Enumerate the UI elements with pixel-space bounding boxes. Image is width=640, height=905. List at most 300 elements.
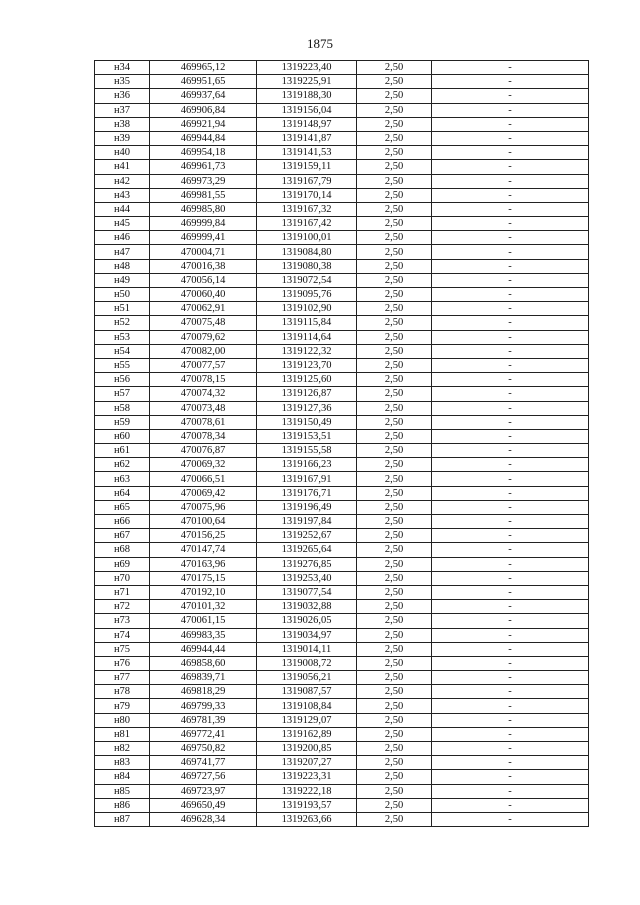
- table-row: [95, 685, 589, 699]
- y-coordinate-cell: 1319188,30: [257, 89, 357, 103]
- table-row: [95, 458, 589, 472]
- table-row: [95, 770, 589, 784]
- point-id-cell: н51: [95, 302, 150, 316]
- accuracy-cell: 2,50: [357, 288, 432, 302]
- note-cell: -: [432, 103, 589, 117]
- table-row: [95, 75, 589, 89]
- table-row: [95, 529, 589, 543]
- point-id-cell: н56: [95, 373, 150, 387]
- page-number: 1875: [307, 36, 333, 51]
- table-row: [95, 742, 589, 756]
- accuracy-cell: 2,50: [357, 89, 432, 103]
- table-row: [95, 259, 589, 273]
- x-coordinate-cell: 469906,84: [150, 103, 257, 117]
- note-cell: -: [432, 600, 589, 614]
- accuracy-cell: 2,50: [357, 75, 432, 89]
- accuracy-cell: 2,50: [357, 500, 432, 514]
- y-coordinate-cell: 1319084,80: [257, 245, 357, 259]
- table-row: [95, 316, 589, 330]
- point-id-cell: н59: [95, 415, 150, 429]
- point-id-cell: н73: [95, 614, 150, 628]
- accuracy-cell: 2,50: [357, 458, 432, 472]
- note-cell: -: [432, 245, 589, 259]
- x-coordinate-cell: 469954,18: [150, 146, 257, 160]
- y-coordinate-cell: 1319141,87: [257, 131, 357, 145]
- y-coordinate-cell: 1319222,18: [257, 784, 357, 798]
- point-id-cell: н46: [95, 231, 150, 245]
- note-cell: -: [432, 557, 589, 571]
- note-cell: -: [432, 259, 589, 273]
- accuracy-cell: 2,50: [357, 174, 432, 188]
- x-coordinate-cell: 470016,38: [150, 259, 257, 273]
- table-row: [95, 429, 589, 443]
- y-coordinate-cell: 1319159,11: [257, 160, 357, 174]
- note-cell: -: [432, 543, 589, 557]
- table-row: [95, 387, 589, 401]
- table-row: [95, 202, 589, 216]
- y-coordinate-cell: 1319123,70: [257, 358, 357, 372]
- accuracy-cell: 2,50: [357, 770, 432, 784]
- x-coordinate-cell: 469999,41: [150, 231, 257, 245]
- table-row: [95, 543, 589, 557]
- accuracy-cell: 2,50: [357, 217, 432, 231]
- note-cell: -: [432, 685, 589, 699]
- accuracy-cell: 2,50: [357, 515, 432, 529]
- point-id-cell: н57: [95, 387, 150, 401]
- table-row: [95, 217, 589, 231]
- y-coordinate-cell: 1319263,66: [257, 812, 357, 826]
- table-row: [95, 600, 589, 614]
- note-cell: -: [432, 713, 589, 727]
- x-coordinate-cell: 470078,61: [150, 415, 257, 429]
- point-id-cell: н74: [95, 628, 150, 642]
- point-id-cell: н54: [95, 344, 150, 358]
- x-coordinate-cell: 469750,82: [150, 742, 257, 756]
- x-coordinate-cell: 469944,44: [150, 642, 257, 656]
- note-cell: -: [432, 614, 589, 628]
- accuracy-cell: 2,50: [357, 415, 432, 429]
- x-coordinate-cell: 469781,39: [150, 713, 257, 727]
- accuracy-cell: 2,50: [357, 273, 432, 287]
- y-coordinate-cell: 1319100,01: [257, 231, 357, 245]
- x-coordinate-cell: 470079,62: [150, 330, 257, 344]
- note-cell: -: [432, 642, 589, 656]
- x-coordinate-cell: 470061,15: [150, 614, 257, 628]
- note-cell: -: [432, 344, 589, 358]
- table-row: [95, 160, 589, 174]
- accuracy-cell: 2,50: [357, 330, 432, 344]
- x-coordinate-cell: 470100,64: [150, 515, 257, 529]
- y-coordinate-cell: 1319095,76: [257, 288, 357, 302]
- x-coordinate-cell: 469799,33: [150, 699, 257, 713]
- point-id-cell: н39: [95, 131, 150, 145]
- point-id-cell: н79: [95, 699, 150, 713]
- y-coordinate-cell: 1319129,07: [257, 713, 357, 727]
- accuracy-cell: 2,50: [357, 387, 432, 401]
- y-coordinate-cell: 1319014,11: [257, 642, 357, 656]
- coordinates-table: [94, 60, 589, 827]
- point-id-cell: н75: [95, 642, 150, 656]
- table-row: [95, 699, 589, 713]
- table-row: [95, 713, 589, 727]
- table-row: [95, 231, 589, 245]
- accuracy-cell: 2,50: [357, 358, 432, 372]
- note-cell: -: [432, 373, 589, 387]
- table-row: [95, 131, 589, 145]
- y-coordinate-cell: 1319197,84: [257, 515, 357, 529]
- table-row: [95, 571, 589, 585]
- note-cell: -: [432, 330, 589, 344]
- y-coordinate-cell: 1319193,57: [257, 798, 357, 812]
- accuracy-cell: 2,50: [357, 699, 432, 713]
- note-cell: -: [432, 798, 589, 812]
- accuracy-cell: 2,50: [357, 344, 432, 358]
- accuracy-cell: 2,50: [357, 429, 432, 443]
- x-coordinate-cell: 470075,96: [150, 500, 257, 514]
- y-coordinate-cell: 1319252,67: [257, 529, 357, 543]
- accuracy-cell: 2,50: [357, 614, 432, 628]
- point-id-cell: н38: [95, 117, 150, 131]
- point-id-cell: н36: [95, 89, 150, 103]
- table-row: [95, 415, 589, 429]
- point-id-cell: н62: [95, 458, 150, 472]
- x-coordinate-cell: 469951,65: [150, 75, 257, 89]
- note-cell: -: [432, 273, 589, 287]
- accuracy-cell: 2,50: [357, 798, 432, 812]
- x-coordinate-cell: 469985,80: [150, 202, 257, 216]
- y-coordinate-cell: 1319108,84: [257, 699, 357, 713]
- y-coordinate-cell: 1319008,72: [257, 656, 357, 670]
- x-coordinate-cell: 470082,00: [150, 344, 257, 358]
- note-cell: -: [432, 529, 589, 543]
- point-id-cell: н41: [95, 160, 150, 174]
- accuracy-cell: 2,50: [357, 131, 432, 145]
- x-coordinate-cell: 469650,49: [150, 798, 257, 812]
- y-coordinate-cell: 1319080,38: [257, 259, 357, 273]
- note-cell: -: [432, 358, 589, 372]
- note-cell: -: [432, 770, 589, 784]
- point-id-cell: н77: [95, 671, 150, 685]
- accuracy-cell: 2,50: [357, 812, 432, 826]
- table-row: [95, 330, 589, 344]
- x-coordinate-cell: 469723,97: [150, 784, 257, 798]
- y-coordinate-cell: 1319114,64: [257, 330, 357, 344]
- x-coordinate-cell: 470192,10: [150, 585, 257, 599]
- y-coordinate-cell: 1319087,57: [257, 685, 357, 699]
- point-id-cell: н68: [95, 543, 150, 557]
- point-id-cell: н71: [95, 585, 150, 599]
- table-row: [95, 472, 589, 486]
- accuracy-cell: 2,50: [357, 245, 432, 259]
- table-row: [95, 103, 589, 117]
- point-id-cell: н63: [95, 472, 150, 486]
- y-coordinate-cell: 1319156,04: [257, 103, 357, 117]
- y-coordinate-cell: 1319223,31: [257, 770, 357, 784]
- y-coordinate-cell: 1319032,88: [257, 600, 357, 614]
- table-row: [95, 727, 589, 741]
- point-id-cell: н85: [95, 784, 150, 798]
- note-cell: -: [432, 515, 589, 529]
- table-row: [95, 288, 589, 302]
- x-coordinate-cell: 469818,29: [150, 685, 257, 699]
- table-row: [95, 756, 589, 770]
- table-row: [95, 798, 589, 812]
- table-row: [95, 188, 589, 202]
- note-cell: -: [432, 316, 589, 330]
- point-id-cell: н61: [95, 444, 150, 458]
- x-coordinate-cell: 469973,29: [150, 174, 257, 188]
- y-coordinate-cell: 1319253,40: [257, 571, 357, 585]
- y-coordinate-cell: 1319167,42: [257, 217, 357, 231]
- note-cell: -: [432, 699, 589, 713]
- accuracy-cell: 2,50: [357, 756, 432, 770]
- y-coordinate-cell: 1319223,40: [257, 61, 357, 75]
- point-id-cell: н82: [95, 742, 150, 756]
- x-coordinate-cell: 469983,35: [150, 628, 257, 642]
- x-coordinate-cell: 469839,71: [150, 671, 257, 685]
- note-cell: -: [432, 302, 589, 316]
- table-row: [95, 486, 589, 500]
- y-coordinate-cell: 1319034,97: [257, 628, 357, 642]
- accuracy-cell: 2,50: [357, 61, 432, 75]
- note-cell: -: [432, 288, 589, 302]
- table-row: [95, 444, 589, 458]
- accuracy-cell: 2,50: [357, 713, 432, 727]
- table-row: [95, 614, 589, 628]
- note-cell: -: [432, 131, 589, 145]
- y-coordinate-cell: 1319167,32: [257, 202, 357, 216]
- point-id-cell: н35: [95, 75, 150, 89]
- accuracy-cell: 2,50: [357, 571, 432, 585]
- point-id-cell: н50: [95, 288, 150, 302]
- y-coordinate-cell: 1319150,49: [257, 415, 357, 429]
- accuracy-cell: 2,50: [357, 557, 432, 571]
- x-coordinate-cell: 470156,25: [150, 529, 257, 543]
- accuracy-cell: 2,50: [357, 600, 432, 614]
- x-coordinate-cell: 470147,74: [150, 543, 257, 557]
- x-coordinate-cell: 470077,57: [150, 358, 257, 372]
- accuracy-cell: 2,50: [357, 444, 432, 458]
- note-cell: -: [432, 727, 589, 741]
- table-row: [95, 812, 589, 826]
- table-row: [95, 245, 589, 259]
- note-cell: -: [432, 656, 589, 670]
- x-coordinate-cell: 469772,41: [150, 727, 257, 741]
- x-coordinate-cell: 470101,32: [150, 600, 257, 614]
- point-id-cell: н55: [95, 358, 150, 372]
- point-id-cell: н76: [95, 656, 150, 670]
- note-cell: -: [432, 500, 589, 514]
- accuracy-cell: 2,50: [357, 671, 432, 685]
- point-id-cell: н60: [95, 429, 150, 443]
- point-id-cell: н44: [95, 202, 150, 216]
- accuracy-cell: 2,50: [357, 188, 432, 202]
- point-id-cell: н42: [95, 174, 150, 188]
- y-coordinate-cell: 1319115,84: [257, 316, 357, 330]
- x-coordinate-cell: 470078,34: [150, 429, 257, 443]
- point-id-cell: н67: [95, 529, 150, 543]
- accuracy-cell: 2,50: [357, 543, 432, 557]
- x-coordinate-cell: 470075,48: [150, 316, 257, 330]
- accuracy-cell: 2,50: [357, 656, 432, 670]
- x-coordinate-cell: 470060,40: [150, 288, 257, 302]
- point-id-cell: н83: [95, 756, 150, 770]
- point-id-cell: н80: [95, 713, 150, 727]
- y-coordinate-cell: 1319170,14: [257, 188, 357, 202]
- y-coordinate-cell: 1319153,51: [257, 429, 357, 443]
- point-id-cell: н72: [95, 600, 150, 614]
- x-coordinate-cell: 469741,77: [150, 756, 257, 770]
- table-row: [95, 401, 589, 415]
- y-coordinate-cell: 1319102,90: [257, 302, 357, 316]
- accuracy-cell: 2,50: [357, 259, 432, 273]
- accuracy-cell: 2,50: [357, 117, 432, 131]
- y-coordinate-cell: 1319122,32: [257, 344, 357, 358]
- table-row: [95, 117, 589, 131]
- y-coordinate-cell: 1319265,64: [257, 543, 357, 557]
- y-coordinate-cell: 1319276,85: [257, 557, 357, 571]
- point-id-cell: н65: [95, 500, 150, 514]
- note-cell: -: [432, 444, 589, 458]
- note-cell: -: [432, 188, 589, 202]
- point-id-cell: н64: [95, 486, 150, 500]
- x-coordinate-cell: 470078,15: [150, 373, 257, 387]
- accuracy-cell: 2,50: [357, 472, 432, 486]
- note-cell: -: [432, 217, 589, 231]
- note-cell: -: [432, 571, 589, 585]
- x-coordinate-cell: 470074,32: [150, 387, 257, 401]
- y-coordinate-cell: 1319196,49: [257, 500, 357, 514]
- table-row: [95, 174, 589, 188]
- point-id-cell: н45: [95, 217, 150, 231]
- note-cell: -: [432, 756, 589, 770]
- accuracy-cell: 2,50: [357, 231, 432, 245]
- table-row: [95, 784, 589, 798]
- coordinates-table-body: [95, 61, 589, 827]
- point-id-cell: н81: [95, 727, 150, 741]
- note-cell: -: [432, 160, 589, 174]
- note-cell: -: [432, 401, 589, 415]
- x-coordinate-cell: 470004,71: [150, 245, 257, 259]
- table-row: [95, 358, 589, 372]
- note-cell: -: [432, 671, 589, 685]
- y-coordinate-cell: 1319225,91: [257, 75, 357, 89]
- x-coordinate-cell: 470062,91: [150, 302, 257, 316]
- point-id-cell: н70: [95, 571, 150, 585]
- note-cell: -: [432, 585, 589, 599]
- point-id-cell: н78: [95, 685, 150, 699]
- y-coordinate-cell: 1319056,21: [257, 671, 357, 685]
- note-cell: -: [432, 231, 589, 245]
- x-coordinate-cell: 469921,94: [150, 117, 257, 131]
- table-row: [95, 273, 589, 287]
- point-id-cell: н43: [95, 188, 150, 202]
- table-row: [95, 671, 589, 685]
- point-id-cell: н49: [95, 273, 150, 287]
- table-row: [95, 146, 589, 160]
- table-row: [95, 585, 589, 599]
- y-coordinate-cell: 1319072,54: [257, 273, 357, 287]
- point-id-cell: н48: [95, 259, 150, 273]
- note-cell: -: [432, 61, 589, 75]
- accuracy-cell: 2,50: [357, 628, 432, 642]
- point-id-cell: н66: [95, 515, 150, 529]
- y-coordinate-cell: 1319148,97: [257, 117, 357, 131]
- x-coordinate-cell: 470076,87: [150, 444, 257, 458]
- y-coordinate-cell: 1319026,05: [257, 614, 357, 628]
- note-cell: -: [432, 486, 589, 500]
- accuracy-cell: 2,50: [357, 742, 432, 756]
- point-id-cell: н37: [95, 103, 150, 117]
- accuracy-cell: 2,50: [357, 642, 432, 656]
- accuracy-cell: 2,50: [357, 784, 432, 798]
- y-coordinate-cell: 1319126,87: [257, 387, 357, 401]
- table-row: [95, 302, 589, 316]
- x-coordinate-cell: 470069,42: [150, 486, 257, 500]
- x-coordinate-cell: 470056,14: [150, 273, 257, 287]
- y-coordinate-cell: 1319167,91: [257, 472, 357, 486]
- x-coordinate-cell: 470066,51: [150, 472, 257, 486]
- x-coordinate-cell: 470175,15: [150, 571, 257, 585]
- note-cell: -: [432, 75, 589, 89]
- note-cell: -: [432, 202, 589, 216]
- note-cell: -: [432, 429, 589, 443]
- note-cell: -: [432, 742, 589, 756]
- y-coordinate-cell: 1319162,89: [257, 727, 357, 741]
- x-coordinate-cell: 469937,64: [150, 89, 257, 103]
- table-row: [95, 373, 589, 387]
- x-coordinate-cell: 469858,60: [150, 656, 257, 670]
- y-coordinate-cell: 1319166,23: [257, 458, 357, 472]
- note-cell: -: [432, 117, 589, 131]
- x-coordinate-cell: 470163,96: [150, 557, 257, 571]
- x-coordinate-cell: 469965,12: [150, 61, 257, 75]
- table-row: [95, 500, 589, 514]
- x-coordinate-cell: 469628,34: [150, 812, 257, 826]
- table-row: [95, 344, 589, 358]
- y-coordinate-cell: 1319176,71: [257, 486, 357, 500]
- x-coordinate-cell: 469999,84: [150, 217, 257, 231]
- x-coordinate-cell: 469944,84: [150, 131, 257, 145]
- accuracy-cell: 2,50: [357, 685, 432, 699]
- y-coordinate-cell: 1319167,79: [257, 174, 357, 188]
- accuracy-cell: 2,50: [357, 401, 432, 415]
- note-cell: -: [432, 458, 589, 472]
- accuracy-cell: 2,50: [357, 146, 432, 160]
- point-id-cell: н53: [95, 330, 150, 344]
- note-cell: -: [432, 784, 589, 798]
- note-cell: -: [432, 812, 589, 826]
- accuracy-cell: 2,50: [357, 529, 432, 543]
- table-row: [95, 628, 589, 642]
- point-id-cell: н69: [95, 557, 150, 571]
- point-id-cell: н87: [95, 812, 150, 826]
- note-cell: -: [432, 472, 589, 486]
- note-cell: -: [432, 146, 589, 160]
- point-id-cell: н84: [95, 770, 150, 784]
- table-row: [95, 557, 589, 571]
- accuracy-cell: 2,50: [357, 585, 432, 599]
- point-id-cell: н58: [95, 401, 150, 415]
- y-coordinate-cell: 1319200,85: [257, 742, 357, 756]
- x-coordinate-cell: 469727,56: [150, 770, 257, 784]
- y-coordinate-cell: 1319155,58: [257, 444, 357, 458]
- accuracy-cell: 2,50: [357, 302, 432, 316]
- x-coordinate-cell: 470069,32: [150, 458, 257, 472]
- x-coordinate-cell: 469961,73: [150, 160, 257, 174]
- accuracy-cell: 2,50: [357, 103, 432, 117]
- accuracy-cell: 2,50: [357, 316, 432, 330]
